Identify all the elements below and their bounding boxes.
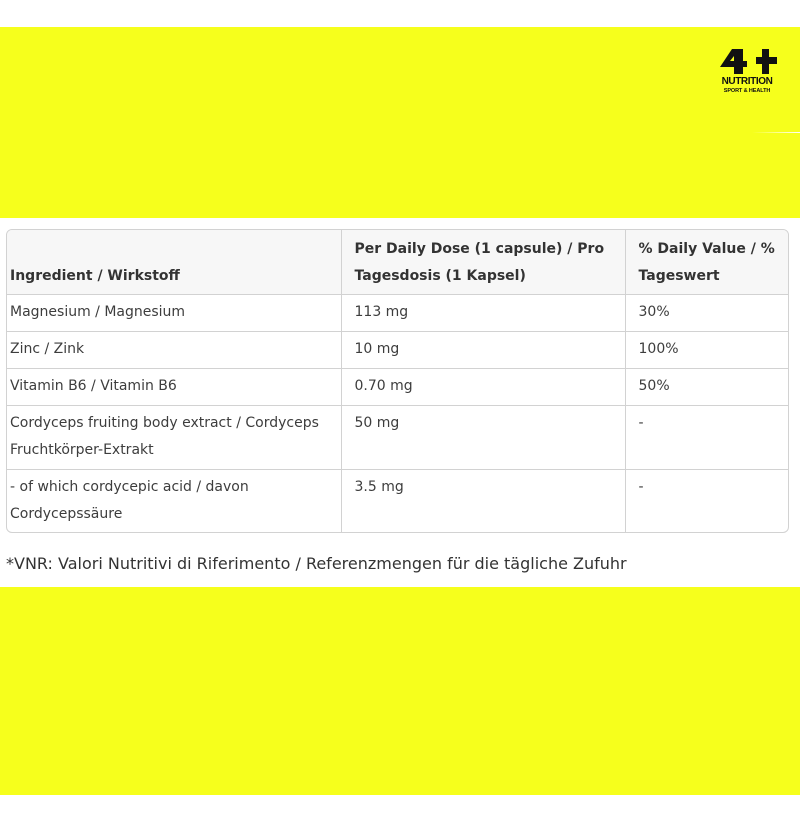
header-daily-value: % Daily Value / % Tageswert (625, 230, 788, 295)
ingredient-cell: Zinc / Zink (7, 332, 341, 369)
table-row (7, 406, 788, 470)
brand-logo (712, 47, 782, 99)
dose-cell: 0.70 mg (341, 369, 625, 406)
brand-name: NUTRITION (721, 76, 773, 87)
dose-cell: 50 mg (341, 406, 625, 470)
daily-value-cell: 100% (625, 332, 788, 369)
daily-value-cell: 50% (625, 369, 788, 406)
dose-cell: 10 mg (341, 332, 625, 369)
daily-value-cell: 30% (625, 295, 788, 332)
table-row (7, 470, 788, 533)
table-header-row (7, 230, 788, 295)
ingredient-cell: Magnesium / Magnesium (7, 295, 341, 332)
table-row (7, 295, 788, 332)
daily-value-cell: - (625, 406, 788, 470)
bottom-yellow-band (0, 587, 800, 795)
table-row (7, 369, 788, 406)
ingredient-cell: Cordyceps fruiting body extract / Cordyceps Fruchtkörper-Extrakt (7, 406, 341, 470)
ingredient-cell: Vitamin B6 / Vitamin B6 (7, 369, 341, 406)
footnote: *VNR: Valori Nutritivi di Riferimento / Referenzmengen für die tägliche Zufuhr (6, 554, 627, 573)
ingredient-cell: - of which cordycepic acid / davon Cordycepssäure (7, 470, 341, 533)
header-ingredient: Ingredient / Wirkstoff (7, 230, 341, 295)
nutrition-table (6, 229, 789, 533)
top-yellow-band (0, 27, 800, 218)
header-daily-dose: Per Daily Dose (1 capsule) / Pro Tagesdosis (1 Kapsel) (341, 230, 625, 295)
brand-logo-mark (716, 47, 778, 75)
light-flare (752, 132, 800, 133)
table-row (7, 332, 788, 369)
dose-cell: 3.5 mg (341, 470, 625, 533)
brand-tagline: SPORT & HEALTH (723, 88, 771, 94)
dose-cell: 113 mg (341, 295, 625, 332)
daily-value-cell: - (638, 479, 644, 495)
